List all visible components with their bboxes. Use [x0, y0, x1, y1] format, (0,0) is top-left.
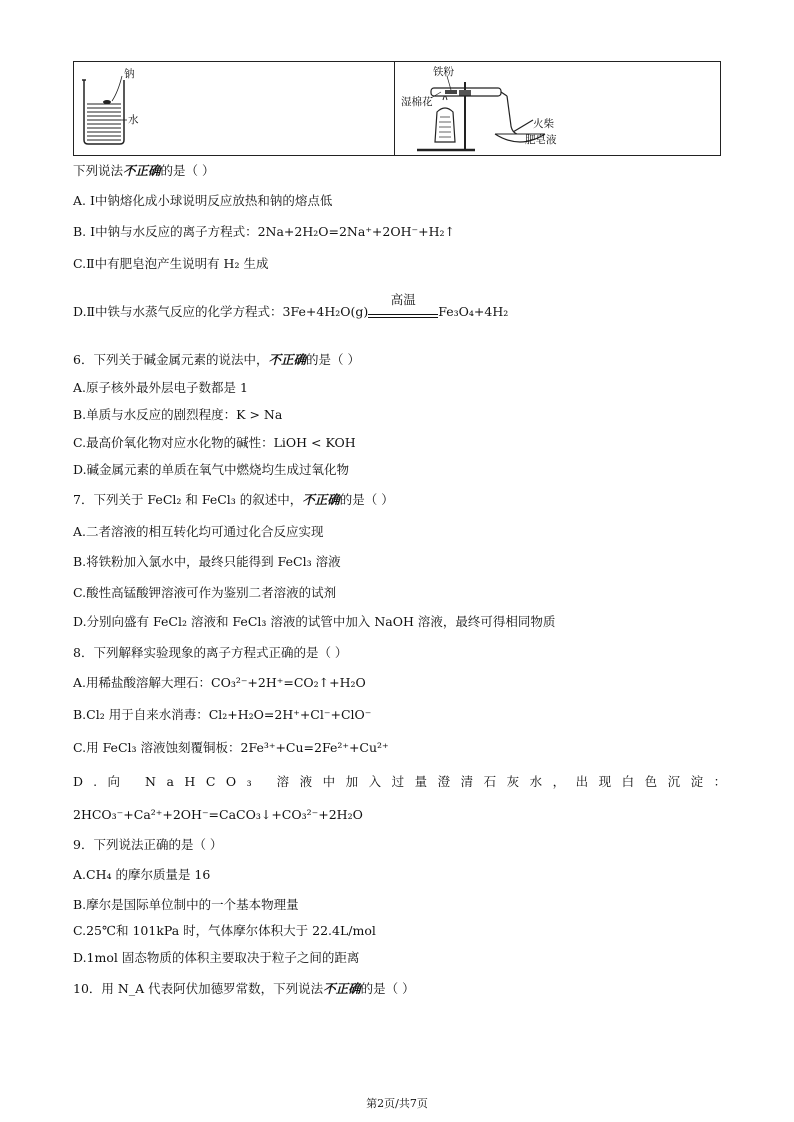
q9-option-a: A.CH₄ 的摩尔质量是 16 — [73, 867, 211, 882]
page-footer: 第2页/共7页 — [366, 1097, 428, 1110]
q8-option-c: C.用 FeCl₃ 溶液蚀刻覆铜板：2Fe³⁺+Cu=2Fe²⁺+Cu²⁺ — [73, 740, 389, 755]
label-iron-powder: 铁粉 — [433, 66, 454, 78]
q5-stem-emphasis: 不正确 — [123, 163, 161, 178]
q5-stem — [73, 163, 215, 179]
q6-stem-end: 的是（ ） — [305, 352, 360, 367]
figure-table — [73, 61, 721, 156]
q10-stem — [73, 981, 415, 997]
q9-option-b: B.摩尔是国际单位制中的一个基本物理量 — [73, 897, 299, 912]
label-water: 水 — [128, 114, 139, 126]
q5-option-b — [73, 224, 455, 240]
q8-option-d-line1: D.向 NaHCO₃ 溶液中加入过量澄清石灰水，出现白色沉淀： — [73, 774, 737, 789]
beaker-diagram — [74, 62, 154, 152]
q6-option-a: A.原子核外最外层电子数都是 1 — [73, 380, 248, 395]
q5-option-d — [73, 291, 509, 320]
label-sodium: 钠 — [124, 68, 135, 80]
q8-option-a: A.用稀盐酸溶解大理石：CO₃²⁻+2H⁺=CO₂↑+H₂O — [73, 675, 366, 690]
q5-option-b-equation: 2Na+2H₂O=2Na⁺+2OH⁻+H₂↑ — [257, 224, 455, 239]
q7-stem — [73, 492, 394, 508]
label-match: 火柴 — [533, 118, 554, 130]
q9-stem: 9．下列说法正确的是（ ） — [73, 837, 223, 852]
label-soap-solution: 肥皂液 — [525, 134, 557, 146]
q8-option-b: B.Cl₂ 用于自来水消毒：Cl₂+H₂O=2H⁺+Cl⁻+ClO⁻ — [73, 707, 372, 722]
q8-option-d-line2: 2HCO₃⁻+Ca²⁺+2OH⁻=CaCO₃↓+CO₃²⁻+2H₂O — [73, 807, 363, 822]
q5-option-d-text: D.Ⅱ中铁与水蒸气反应的化学方程式： — [73, 304, 283, 319]
q7-stem-emphasis: 不正确 — [302, 492, 340, 507]
q7-stem-end: 的是（ ） — [339, 492, 394, 507]
q10-stem-end: 的是（ ） — [360, 981, 415, 996]
q5-option-d-eq-right: Fe₃O₄+4H₂ — [438, 304, 509, 319]
q7-option-b: B.将铁粉加入氯水中，最终只能得到 FeCl₃ 溶液 — [73, 554, 341, 569]
q5-option-c: C.Ⅱ中有肥皂泡产生说明有 H₂ 生成 — [73, 256, 269, 271]
q5-option-a: A. Ⅰ中钠熔化成小球说明反应放热和钠的熔点低 — [73, 193, 333, 208]
q6-stem-text: 6．下列关于碱金属元素的说法中， — [73, 352, 269, 367]
q8-stem: 8．下列解释实验现象的离子方程式正确的是（ ） — [73, 645, 348, 660]
q10-stem-emphasis: 不正确 — [323, 981, 361, 996]
figure-cell-iron-steam — [395, 62, 720, 155]
q6-stem — [73, 352, 360, 368]
q6-option-b: B.单质与水反应的剧烈程度：K > Na — [73, 407, 283, 422]
q7-option-c: C.酸性高锰酸钾溶液可作为鉴别二者溶液的试剂 — [73, 585, 337, 600]
q6-option-d: D.碱金属元素的单质在氧气中燃烧均生成过氧化物 — [73, 462, 350, 477]
label-wet-cotton: 湿棉花 — [401, 96, 433, 108]
figure-cell-beaker — [74, 62, 395, 155]
q6-stem-emphasis: 不正确 — [268, 352, 306, 367]
q5-option-d-eq-arrow — [368, 291, 438, 320]
q5-stem-end: 的是（ ） — [160, 163, 215, 178]
q7-option-d: D.分别向盛有 FeCl₂ 溶液和 FeCl₃ 溶液的试管中加入 NaOH 溶液，最终可得相同物质 — [73, 614, 556, 629]
q7-stem-text: 7．下列关于 FeCl₂ 和 FeCl₃ 的叙述中， — [73, 492, 303, 507]
q5-option-d-eq-condition: 高温 — [390, 291, 416, 307]
q9-option-d: D.1mol 固态物质的体积主要取决于粒子之间的距离 — [73, 950, 360, 965]
q5-stem-text: 下列说法 — [73, 163, 124, 178]
q7-option-a: A.二者溶液的相互转化均可通过化合反应实现 — [73, 524, 324, 539]
q5-option-d-eq-left: 3Fe+4H₂O(g) — [282, 304, 369, 319]
q5-option-b-text: B. Ⅰ中钠与水反应的离子方程式： — [73, 224, 258, 239]
q6-option-c: C.最高价氧化物对应水化物的碱性：LiOH < KOH — [73, 435, 356, 450]
q9-option-c: C.25℃和 101kPa 时，气体摩尔体积大于 22.4L/mol — [73, 923, 376, 938]
q10-stem-text: 10．用 N_A 代表阿伏加德罗常数，下列说法 — [73, 981, 324, 996]
